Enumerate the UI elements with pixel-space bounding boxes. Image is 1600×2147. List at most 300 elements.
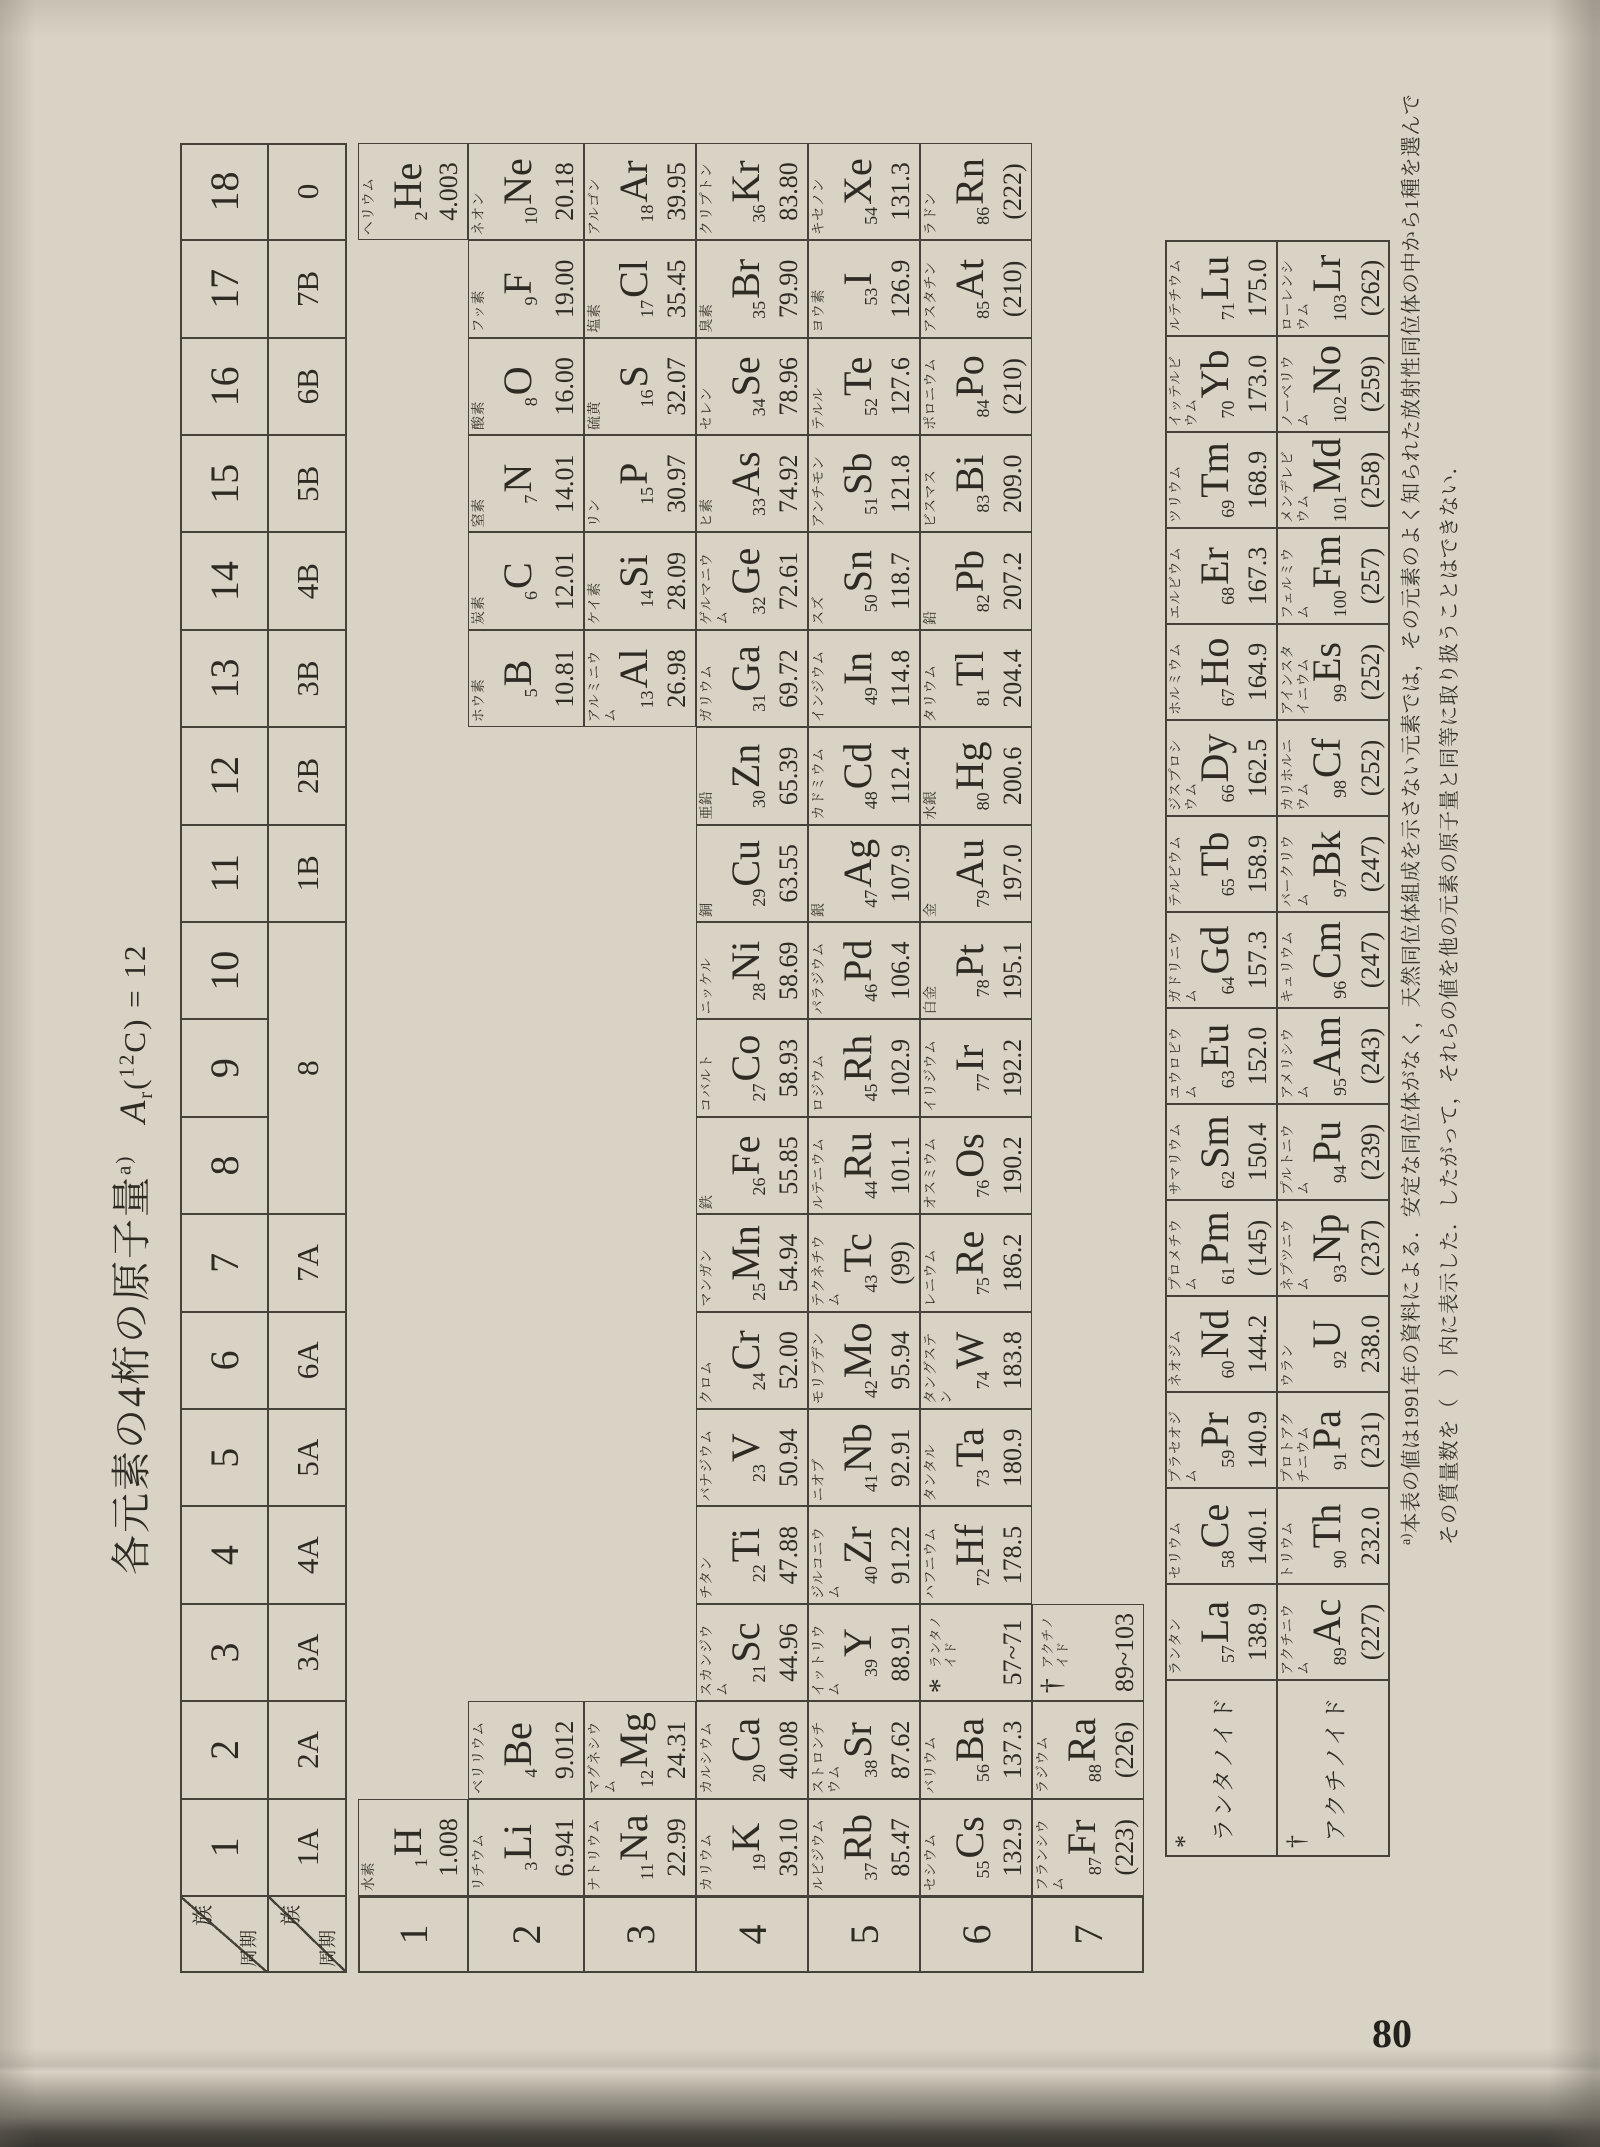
element-symbol xyxy=(1304,241,1363,335)
element-cell-As xyxy=(696,435,808,532)
atomic-weight: 32.07 xyxy=(662,357,691,416)
atomic-weight: 140.1 xyxy=(1243,1506,1272,1566)
element-name: フッ素 xyxy=(472,290,487,333)
atomic-weight: 55.85 xyxy=(774,1136,803,1195)
symbol-text: Dy xyxy=(1192,733,1237,783)
atomic-weight: 112.4 xyxy=(886,747,915,805)
element-cell-Sc xyxy=(696,1604,808,1701)
symbol-text: Zr xyxy=(835,1526,880,1564)
element-cell-Br xyxy=(696,240,808,337)
atomic-weight: 178.5 xyxy=(998,1525,1027,1585)
element-symbol xyxy=(1304,1105,1363,1199)
symbol-text: Kr xyxy=(723,160,768,203)
atomic-number: 65 xyxy=(1218,878,1238,897)
symbol-text: C xyxy=(495,562,540,589)
element-cell-Be xyxy=(468,1701,584,1798)
symbol-text: Cd xyxy=(835,742,880,790)
element-name: テルル xyxy=(812,387,827,430)
atomic-weight: 30.97 xyxy=(662,454,691,513)
element-symbol xyxy=(1304,337,1363,431)
atomic-weight: 204.4 xyxy=(998,649,1027,708)
element-cell-Mg xyxy=(584,1701,696,1798)
group-header-cell-16: 16 xyxy=(180,338,268,435)
symbol-text: Eu xyxy=(1192,1023,1237,1069)
symbol-text: Sb xyxy=(835,452,880,495)
atomic-number: 29 xyxy=(749,888,769,907)
element-cell-Po xyxy=(920,338,1032,435)
symbol-text: Be xyxy=(495,1722,540,1767)
atomic-number: 28 xyxy=(749,982,769,1001)
atomic-weight: (239) xyxy=(1356,1123,1385,1181)
atomic-number: 63 xyxy=(1218,1070,1238,1089)
group-header-cell-10: 10 xyxy=(180,922,268,1019)
element-cell-Cu xyxy=(696,825,808,922)
symbol-text: Tl xyxy=(947,650,992,687)
atomic-weight: 40.08 xyxy=(774,1720,803,1780)
atomic-number: 21 xyxy=(749,1664,769,1683)
lanthanoid-ref-marker: * xyxy=(923,1678,956,1694)
symbol-text: La xyxy=(1192,1600,1237,1644)
element-name: ベリリウム xyxy=(472,1721,487,1794)
period-label-cell-3: 3 xyxy=(584,1896,696,1973)
atomic-number: 75 xyxy=(973,1277,993,1296)
atomic-weight: 132.9 xyxy=(998,1818,1027,1877)
symbol-text: Cf xyxy=(1304,738,1349,778)
atomic-weight: 58.69 xyxy=(774,941,803,1000)
footnote-marker: a) xyxy=(1399,1533,1414,1545)
element-name: イッテルビウム xyxy=(1169,355,1200,427)
element-name: ストロンチウム xyxy=(812,1721,843,1794)
element-cell-Hg xyxy=(920,727,1032,824)
element-cell-S xyxy=(584,338,696,435)
group-header-cell-15: 15 xyxy=(180,435,268,532)
atomic-number: 34 xyxy=(749,398,769,417)
element-cell-At xyxy=(920,240,1032,337)
corner-cell-group-row xyxy=(180,1896,268,1973)
element-name: タリウム xyxy=(924,664,939,723)
atomic-weight: 19.00 xyxy=(550,259,579,319)
atomic-number: 56 xyxy=(973,1764,993,1783)
group-header-cell-9: 9 xyxy=(180,1019,268,1116)
atomic-number: 92 xyxy=(1330,1350,1350,1369)
atomic-weight: 200.6 xyxy=(998,746,1027,806)
element-symbol xyxy=(495,241,554,336)
element-name: ルビジウム xyxy=(812,1818,827,1891)
element-name: モリブデン xyxy=(812,1331,827,1404)
symbol-text: In xyxy=(835,651,880,686)
element-symbol xyxy=(495,144,554,239)
element-name: プラセオジム xyxy=(1169,1410,1200,1483)
symbol-text: Sr xyxy=(835,1722,880,1758)
element-cell-Pt xyxy=(920,922,1032,1019)
element-name: カドミウム xyxy=(812,747,827,820)
symbol-text: As xyxy=(723,451,768,496)
symbol-text: Sm xyxy=(1192,1115,1237,1169)
atomic-number: 49 xyxy=(861,687,881,706)
symbol-text: Ar xyxy=(611,160,656,203)
lanthanoids-row-label xyxy=(1165,1680,1277,1857)
atomic-number: 31 xyxy=(749,693,769,712)
atomic-number: 54 xyxy=(861,206,881,225)
element-name: 銅 xyxy=(700,902,715,917)
element-name: ゲルマニウム xyxy=(700,552,731,625)
actinoid-cell-Am xyxy=(1277,1008,1390,1104)
element-cell-Si xyxy=(584,532,696,629)
subgroup-header-cell-8: 8 xyxy=(268,922,347,1214)
element-cell-Ge xyxy=(696,532,808,629)
element-name: ヒ素 xyxy=(700,498,715,528)
lanthanoid-cell-Ho xyxy=(1165,624,1277,720)
actinoid-cell-U xyxy=(1277,1296,1390,1392)
atomic-weight: 106.4 xyxy=(886,941,915,1000)
element-cell-Cs xyxy=(920,1799,1032,1896)
element-symbol xyxy=(495,631,554,726)
symbol-text: I xyxy=(835,272,880,286)
element-cell-V xyxy=(696,1409,808,1506)
atomic-number: 13 xyxy=(637,690,657,709)
element-name: タンタル xyxy=(924,1443,939,1502)
atomic-number: 88 xyxy=(1085,1764,1105,1783)
element-name: アルミニウム xyxy=(588,650,619,723)
symbol-text: Xe xyxy=(835,158,880,205)
element-cell-Mn xyxy=(696,1214,808,1311)
symbol-text: Yb xyxy=(1192,349,1237,399)
symbol-text: Ag xyxy=(835,838,880,888)
element-name: ジスプロシウム xyxy=(1169,738,1200,811)
atomic-number: 87 xyxy=(1085,1857,1105,1876)
atomic-weight: 118.7 xyxy=(886,552,915,610)
table-title xyxy=(100,944,158,1575)
symbol-text: Md xyxy=(1304,437,1349,494)
lanthanoids-marker: * xyxy=(1170,1835,1199,1848)
actinoid-cell-Bk xyxy=(1277,816,1390,912)
element-name: アンチモン xyxy=(812,455,827,528)
atomic-weight: 58.93 xyxy=(774,1038,803,1098)
symbol-text: Au xyxy=(947,838,992,888)
element-cell-He xyxy=(358,143,468,240)
lanthanoid-cell-Tb xyxy=(1165,816,1277,912)
atomic-weight: 63.55 xyxy=(774,844,803,903)
symbol-text: W xyxy=(947,1331,992,1370)
atomic-number: 39 xyxy=(861,1658,881,1677)
element-name: ロジウム xyxy=(812,1053,827,1112)
element-cell-In xyxy=(808,630,920,727)
atomic-weight: 87.62 xyxy=(886,1720,915,1780)
symbol-text: Re xyxy=(947,1230,992,1276)
lanthanoid-cell-Pm xyxy=(1165,1200,1277,1296)
element-name: トリウム xyxy=(1281,1521,1296,1579)
element-name: 硫黄 xyxy=(588,401,603,430)
element-name: インジウム xyxy=(812,650,827,723)
element-symbol xyxy=(1304,625,1363,719)
atomic-weight: 14.01 xyxy=(550,454,579,513)
element-name: 亜鉛 xyxy=(700,790,715,820)
element-cell-Ag xyxy=(808,825,920,922)
element-cell-Tc xyxy=(808,1214,920,1311)
lanthanoid-cell-Sm xyxy=(1165,1104,1277,1200)
atomic-number: 59 xyxy=(1218,1449,1238,1468)
element-symbol xyxy=(1304,1393,1363,1487)
symbol-text: Ta xyxy=(947,1428,992,1468)
group-header-cell-5: 5 xyxy=(180,1409,268,1506)
element-name: ランタン xyxy=(1169,1617,1184,1675)
element-cell-Bi xyxy=(920,435,1032,532)
element-name: ツリウム xyxy=(1169,465,1184,523)
element-name: セレン xyxy=(700,386,715,430)
atomic-weight: 197.0 xyxy=(998,844,1027,903)
atomic-weight: 195.1 xyxy=(998,941,1027,1000)
element-cell-Rh xyxy=(808,1019,920,1116)
atomic-number: 27 xyxy=(749,1083,769,1102)
element-name: アスタチン xyxy=(924,261,939,333)
symbol-text: Hg xyxy=(947,741,992,791)
element-cell-Ga xyxy=(696,630,808,727)
atomic-number: 38 xyxy=(861,1759,881,1778)
actinoid-cell-Ac xyxy=(1277,1584,1390,1680)
element-name: プロメチウム xyxy=(1169,1218,1200,1291)
element-name: フェルミウム xyxy=(1281,547,1312,619)
atomic-weight: 4.003 xyxy=(434,162,463,221)
element-name: バナジウム xyxy=(700,1429,715,1502)
atomic-weight: (252) xyxy=(1356,643,1385,701)
atomic-number: 86 xyxy=(973,206,993,225)
atomic-number: 2 xyxy=(411,211,431,221)
element-name: 鉛 xyxy=(924,610,939,625)
element-name: バリウム xyxy=(924,1735,939,1794)
atomic-number: 43 xyxy=(861,1274,881,1293)
element-name: ラジウム xyxy=(1036,1735,1051,1794)
corner-cell-subgroup-row xyxy=(268,1896,347,1973)
atomic-number: 62 xyxy=(1218,1170,1238,1189)
element-name: エルビウム xyxy=(1169,546,1184,619)
symbol-text: Tm xyxy=(1192,442,1237,498)
symbol-text: Ra xyxy=(1059,1717,1104,1763)
atomic-number: 98 xyxy=(1330,780,1350,798)
period-label-cell-7: 7 xyxy=(1032,1896,1144,1973)
element-name: スズ xyxy=(812,595,827,625)
symbol-text: K xyxy=(723,1822,768,1852)
atomic-weight: 91.22 xyxy=(886,1525,915,1585)
symbol-text: B xyxy=(495,659,540,687)
atomic-number: 74 xyxy=(973,1371,993,1390)
element-cell-Os xyxy=(920,1117,1032,1214)
symbol-text: Br xyxy=(723,258,768,299)
element-cell-Au xyxy=(920,825,1032,922)
subgroup-header-cell-7B: 7B xyxy=(268,240,347,337)
element-name: 鉄 xyxy=(700,1194,715,1210)
element-name: サマリウム xyxy=(1169,1122,1184,1195)
actinoid-ref-marker: † xyxy=(1035,1678,1068,1694)
element-name: カリウム xyxy=(700,1833,715,1891)
element-name: ユウロピウム xyxy=(1169,1026,1200,1099)
symbol-text: Ce xyxy=(1192,1503,1237,1549)
element-cell-ランタノイド xyxy=(920,1604,1032,1701)
symbol-text: N xyxy=(495,463,540,493)
atomic-number: 46 xyxy=(861,983,881,1002)
ref-label: アクチノイド xyxy=(1040,1615,1070,1669)
symbol-text: Al xyxy=(611,648,656,689)
symbol-text: Y xyxy=(835,1628,880,1657)
element-cell-B xyxy=(468,630,584,727)
atomic-number: 91 xyxy=(1330,1452,1350,1470)
atomic-weight: 24.31 xyxy=(662,1720,691,1780)
atomic-number: 10 xyxy=(521,206,541,225)
atomic-weight: 88.91 xyxy=(886,1623,915,1682)
atomic-number: 100 xyxy=(1330,590,1350,618)
atomic-weight: (210) xyxy=(998,358,1027,415)
element-cell-Mo xyxy=(808,1312,920,1409)
atomic-number: 101 xyxy=(1330,495,1350,523)
actinoid-cell-Md xyxy=(1277,432,1390,528)
element-cell-I xyxy=(808,240,920,337)
element-symbol xyxy=(1304,1201,1363,1295)
symbol-text: Ca xyxy=(723,1717,768,1763)
atomic-number: 66 xyxy=(1218,784,1238,803)
symbol-text: Ti xyxy=(723,1528,768,1563)
atomic-weight: 65.39 xyxy=(774,746,803,806)
symbol-text: Li xyxy=(495,1824,540,1860)
atomic-weight: 137.3 xyxy=(998,1720,1027,1780)
ref-label: ランタノイド xyxy=(928,1615,958,1669)
symbol-text: Te xyxy=(835,356,880,397)
atomic-number: 45 xyxy=(861,1083,881,1102)
symbol-text: Er xyxy=(1192,547,1237,585)
atomic-weight: (257) xyxy=(1356,547,1385,605)
symbol-text: Pt xyxy=(947,944,992,978)
element-name: キセノン xyxy=(812,177,827,236)
symbol-text: Fr xyxy=(1059,1819,1104,1856)
atomic-weight: 138.9 xyxy=(1243,1602,1272,1662)
atomic-number: 4 xyxy=(521,1768,541,1778)
atomic-number: 82 xyxy=(973,594,993,613)
element-name: 金 xyxy=(924,902,939,917)
atomic-weight: 12.01 xyxy=(550,551,579,611)
element-name: クリプトン xyxy=(700,162,715,236)
element-cell-Zr xyxy=(808,1506,920,1603)
element-name: レニウム xyxy=(924,1248,939,1307)
atomic-weight: (247) xyxy=(1356,931,1385,989)
atomic-weight: (145) xyxy=(1243,1219,1272,1277)
atomic-number: 8 xyxy=(521,397,541,407)
atomic-number: 7 xyxy=(521,494,541,504)
symbol-text: Bk xyxy=(1304,830,1349,878)
element-cell-Li xyxy=(468,1799,584,1896)
symbol-text: He xyxy=(385,162,430,210)
atomic-number: 51 xyxy=(861,496,881,515)
symbol-text: Pb xyxy=(947,550,992,593)
atomic-weight: 85.47 xyxy=(886,1818,915,1877)
symbol-text: Mg xyxy=(611,1712,656,1768)
element-name: ネオジム xyxy=(1169,1329,1184,1387)
element-cell-W xyxy=(920,1312,1032,1409)
symbol-text: U xyxy=(1304,1319,1349,1349)
atomic-number: 77 xyxy=(973,1073,993,1092)
symbol-text: Rh xyxy=(835,1034,880,1082)
element-name: カリホルニウム xyxy=(1281,738,1312,811)
group-header-cell-18: 18 xyxy=(180,143,268,240)
atomic-weight: 101.1 xyxy=(886,1136,915,1195)
element-name: ニッケル xyxy=(700,957,715,1015)
atomic-weight: 140.9 xyxy=(1243,1410,1272,1470)
title-text: 各元素の4桁の原子量 xyxy=(109,1175,154,1575)
atomic-number: 81 xyxy=(973,688,993,707)
atomic-weight: 157.3 xyxy=(1243,930,1272,990)
element-cell-Ra xyxy=(1032,1701,1144,1798)
element-name: セシウム xyxy=(924,1833,939,1891)
atomic-weight: 22.99 xyxy=(662,1818,691,1877)
atomic-number: 61 xyxy=(1218,1266,1238,1285)
element-name: メンデレビウム xyxy=(1281,450,1312,523)
atomic-number: 41 xyxy=(861,1474,881,1493)
symbol-text: Lu xyxy=(1192,255,1237,301)
actinoid-cell-Lr xyxy=(1277,240,1390,336)
element-name: ローレンシウム xyxy=(1281,259,1312,331)
atomic-number: 36 xyxy=(749,204,769,223)
atomic-weight: 183.8 xyxy=(998,1331,1027,1390)
subgroup-header-cell-3A: 3A xyxy=(268,1604,347,1701)
atomic-weight: 20.18 xyxy=(550,162,579,221)
group-header-cell-11: 11 xyxy=(180,825,268,922)
element-name: 銀 xyxy=(812,902,827,917)
element-cell-Rb xyxy=(808,1799,920,1896)
symbol-text: Sn xyxy=(835,550,880,593)
symbol-text: Os xyxy=(947,1133,992,1178)
atomic-number: 64 xyxy=(1218,976,1238,995)
symbol-text: Pm xyxy=(1192,1211,1237,1265)
atomic-weight: 16.00 xyxy=(550,357,579,416)
atomic-number: 15 xyxy=(637,486,657,505)
symbol-text: Ba xyxy=(947,1717,992,1763)
footnote xyxy=(1388,93,1469,1545)
element-name: ビスマス xyxy=(924,469,939,528)
element-symbol xyxy=(1304,433,1363,527)
atomic-weight: (243) xyxy=(1356,1027,1385,1085)
atomic-number: 80 xyxy=(973,792,993,811)
symbol-text: Ir xyxy=(947,1044,992,1072)
symbol-text: Pr xyxy=(1192,1412,1237,1448)
symbol-text: Sc xyxy=(723,1622,768,1663)
element-symbol xyxy=(1304,817,1363,911)
element-symbol xyxy=(1304,1297,1363,1391)
element-name: ウラン xyxy=(1281,1343,1296,1387)
symbol-text: Cm xyxy=(1304,921,1349,979)
element-name: ガドリニウム xyxy=(1169,930,1200,1003)
atomic-number: 5 xyxy=(521,688,541,698)
period-label-cell-1: 1 xyxy=(358,1896,468,1973)
actinoid-cell-Es xyxy=(1277,624,1390,720)
atomic-weight: 92.91 xyxy=(886,1428,915,1487)
atomic-weight: (247) xyxy=(1356,835,1385,893)
subgroup-header-cell-3B: 3B xyxy=(268,630,347,727)
element-cell-Sn xyxy=(808,532,920,629)
atomic-weight: 150.4 xyxy=(1243,1122,1272,1182)
atomic-weight: (210) xyxy=(998,260,1027,318)
atomic-weight: 50.94 xyxy=(774,1428,803,1487)
symbol-text: Se xyxy=(723,356,768,397)
element-name: ニオブ xyxy=(812,1458,827,1502)
element-symbol xyxy=(495,1702,554,1797)
atomic-weight: 39.10 xyxy=(774,1818,803,1877)
atomic-number: 60 xyxy=(1218,1360,1238,1379)
actinoids-label-text: アクチノイド xyxy=(1323,1695,1348,1842)
symbol-text: Bi xyxy=(947,454,992,493)
symbol-text: Th xyxy=(1304,1503,1349,1549)
symbol-text: S xyxy=(611,365,656,388)
atomic-weight: 78.96 xyxy=(774,357,803,416)
symbol-text: Ge xyxy=(723,547,768,595)
group-header-cell-4: 4 xyxy=(180,1506,268,1603)
atomic-number: 6 xyxy=(521,590,541,600)
